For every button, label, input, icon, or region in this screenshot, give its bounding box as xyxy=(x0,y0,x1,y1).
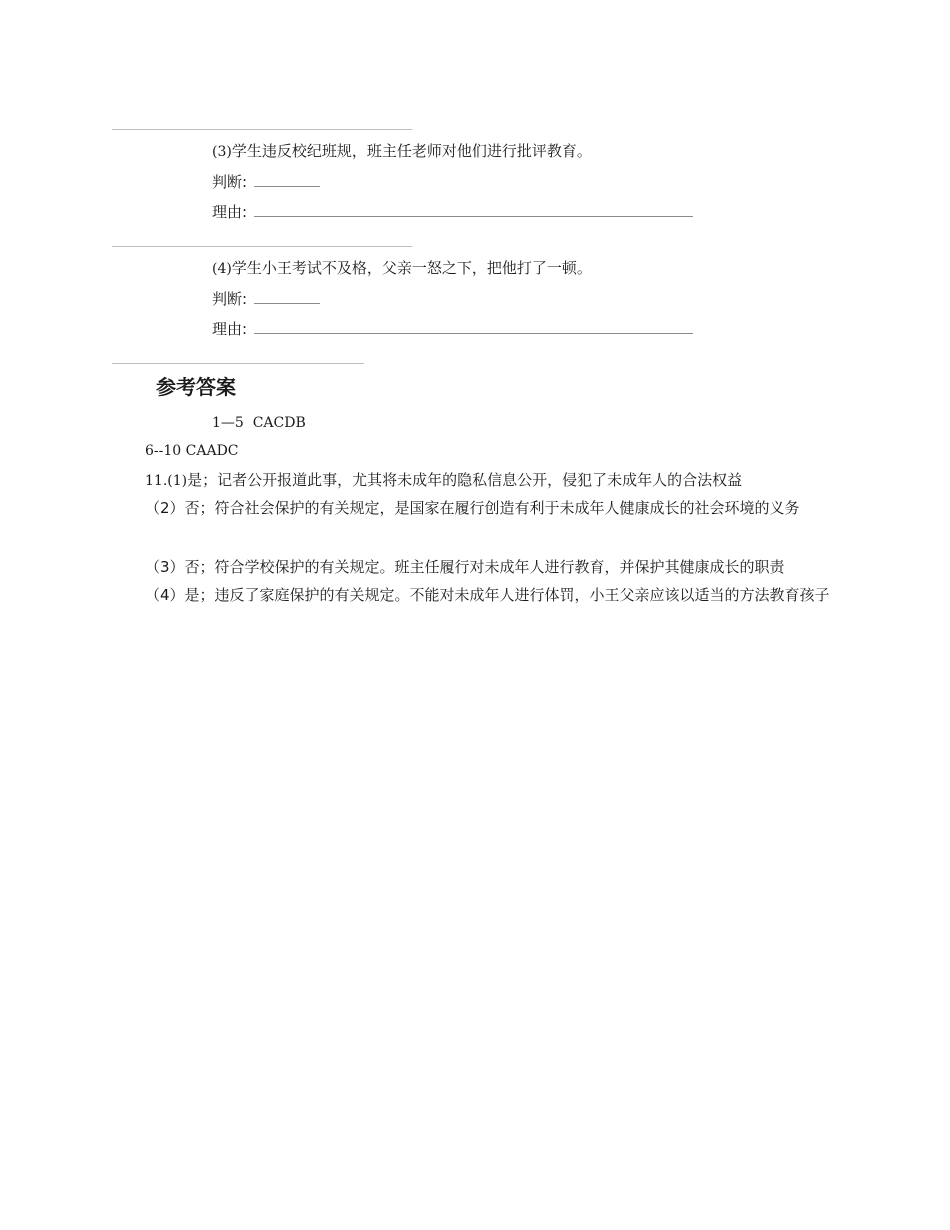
answer-q11-prefix: 11.(1) xyxy=(145,473,188,489)
question-4-statement: 学生小王考试不及格，父亲一怒之下，把他打了一顿。 xyxy=(231,259,592,277)
question-4-judge-label: 判断: xyxy=(212,290,248,308)
answer-mc-line-2: 6--10 CAADC xyxy=(145,443,239,459)
answer-q11-2: （2）否；符合社会保护的有关规定，是国家在履行创造有利于未成年人健康成长的社会环境的义务 xyxy=(145,499,800,517)
question-3-reason-label: 理由: xyxy=(212,203,248,221)
answer-q11-1 xyxy=(145,470,742,491)
question-3-statement: 学生违反校纪班规，班主任老师对他们进行批评教育。 xyxy=(231,142,592,160)
answer-mc-line-1: 1—5 CACDB xyxy=(212,415,306,431)
question-3-number: (3) xyxy=(212,144,232,160)
question-4-number: (4) xyxy=(212,261,232,277)
question-3-text xyxy=(212,141,592,162)
question-4-judge-row xyxy=(212,288,320,309)
question-4-reason-label: 理由: xyxy=(212,320,248,338)
answers-heading: 参考答案 xyxy=(156,375,236,399)
question-4-reason-blank[interactable] xyxy=(254,318,693,334)
question-3-judge-row xyxy=(212,171,320,192)
separator-rule xyxy=(112,363,364,364)
question-4-reason-row xyxy=(212,318,693,339)
answer-q11-4: （4）是；违反了家庭保护的有关规定。不能对未成年人进行体罚，小王父亲应该以适当的方法教育孩子 xyxy=(145,586,830,604)
separator-rule xyxy=(112,246,412,247)
question-3-reason-blank[interactable] xyxy=(254,201,693,217)
answer-q11-1-text: 是；记者公开报道此事，尤其将未成年的隐私信息公开，侵犯了未成年人的合法权益 xyxy=(187,471,743,489)
separator-rule xyxy=(112,129,412,130)
question-4-judge-blank[interactable] xyxy=(254,288,320,304)
question-4-text xyxy=(212,258,592,279)
question-3-judge-label: 判断: xyxy=(212,173,248,191)
question-3-judge-blank[interactable] xyxy=(254,171,320,187)
question-3-reason-row xyxy=(212,201,693,222)
answer-q11-3: （3）否；符合学校保护的有关规定。班主任履行对未成年人进行教育，并保护其健康成长的职责 xyxy=(145,558,785,576)
